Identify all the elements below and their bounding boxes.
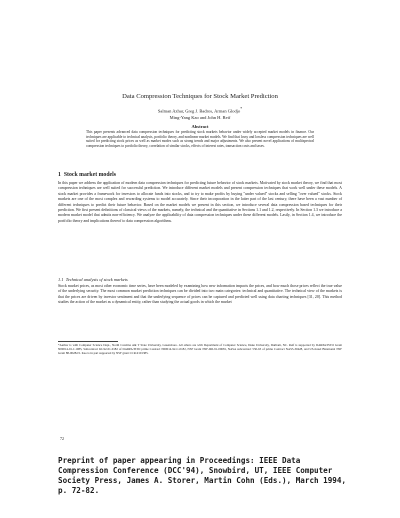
- preprint-line-3: Society Press, James A. Storer, Martin Cohn (Eds.), March 1994,: [58, 476, 347, 485]
- footnote-rule: [58, 341, 118, 342]
- preprint-line-4: p. 72-82.: [58, 486, 100, 495]
- section-title: Stock market models: [63, 172, 116, 178]
- preprint-notice: [58, 456, 358, 496]
- page-number: 72: [60, 436, 64, 441]
- authors-line-1-text: Salman Azhar, Greg J. Badros, Arman Glodjo: [157, 108, 241, 114]
- subsection-number: 1.1: [58, 277, 64, 282]
- subsection-heading: [58, 277, 128, 282]
- section-body: In this paper we address the application of modern data compression techniques for predicting future behavior of stock markets. Motivated by stock market theory, we find that most compression techniques are well suited for successful prediction. We introduce different market models and present compression techniques that work well under these models. A stock market provides a framework for investors to allocate funds into stocks, and to try to make profits by buying "under valued" stocks and selling "over valued" stocks. Stock markets are one of the most complex and rewarding systems to model accurately. Since their incorporation in the latter part of the last century, there have been a vast number of different techniques to predict their future behavior. Based on the market models we present in this section, we introduce several data compression based techniques for their prediction. We first present definitions of classical views of the markets, namely, the technical and the quantitative in Sections 1.1 and 1.2, respectively. In Section 1.3 we introduce a modern market model that admits non-efficiency. We analyze the applicability of data compression techniques under these different models. Lastly, in Section 1.4, we introduce the portfolio theory and implications thereof to data compression algorithms.: [58, 181, 342, 223]
- preprint-line-1: Preprint of paper appearing in Proceedings: IEEE Data: [58, 456, 301, 465]
- subsection-title: Technical analysis of stock markets: [65, 277, 128, 282]
- section-heading: [58, 172, 116, 178]
- subsection-body: Stock market prices, as most other economic time series, have been modeled by examining how new information impacts the prices, and how much those prices reflect the true value of the underlying security. The most common market prediction techniques can be divided into two main categories: technical and quantitative. The technical view of the markets is that the prices are driven by investor sentiment and that the underlying sequence of prices can be captured and predicted well using data charting techniques [31, 20]. This method studies the action of the market as a dynamical entity, rather than studying the actual goods in which the market: [58, 284, 342, 305]
- preprint-line-2: Compression Conference (DCC'94), Snowbird, UT, IEEE Computer: [58, 466, 333, 475]
- section-number: 1: [58, 172, 61, 178]
- footnote: *Author is with Computer Science Dept., North Carolina A& T State University, Greensboro. All others are with Department of Computer Science, Duke University, Durham, NC. Reif is supported by DARPA/ISTO Grant N00014-91-J-1985, Subcontract KI-92-01-0182 of DARPA/ISTO prime Contract N00014-92-C-0182, NSF Grant NSF-IRI-91-00681, NASA subcontract 550-63 of prime Contract NAS5-30428, and US-Israel Binational NSF Grant 88-00282/2. Kao is in part supported by NSF grant CCR-9101385.: [58, 343, 342, 356]
- author-footnote-marker: *: [240, 107, 243, 111]
- abstract-text: This paper presents advanced data compression techniques for predicting stock markets behavior under widely accepted market models in finance. Our techniques are applicable to technical analysis, portfolio theory, and nonlinear market models. We find that lossy and lossless compression techniques are well suited for predicting stock prices as well as market modes such as strong trends and major adjustments. We also present novel applications of multispectral compression techniques to portfolio theory, correlation of similar stocks, effects of interest rates, transaction costs and taxes.: [86, 130, 314, 148]
- abstract-heading: Abstract: [191, 124, 209, 129]
- authors-line-1: [90, 106, 310, 115]
- authors-line-2: Ming-Yang Kao and John H. Reif: [169, 114, 231, 120]
- paper-title: Data Compression Techniques for Stock Market Prediction: [122, 93, 278, 100]
- author-list: [90, 106, 310, 121]
